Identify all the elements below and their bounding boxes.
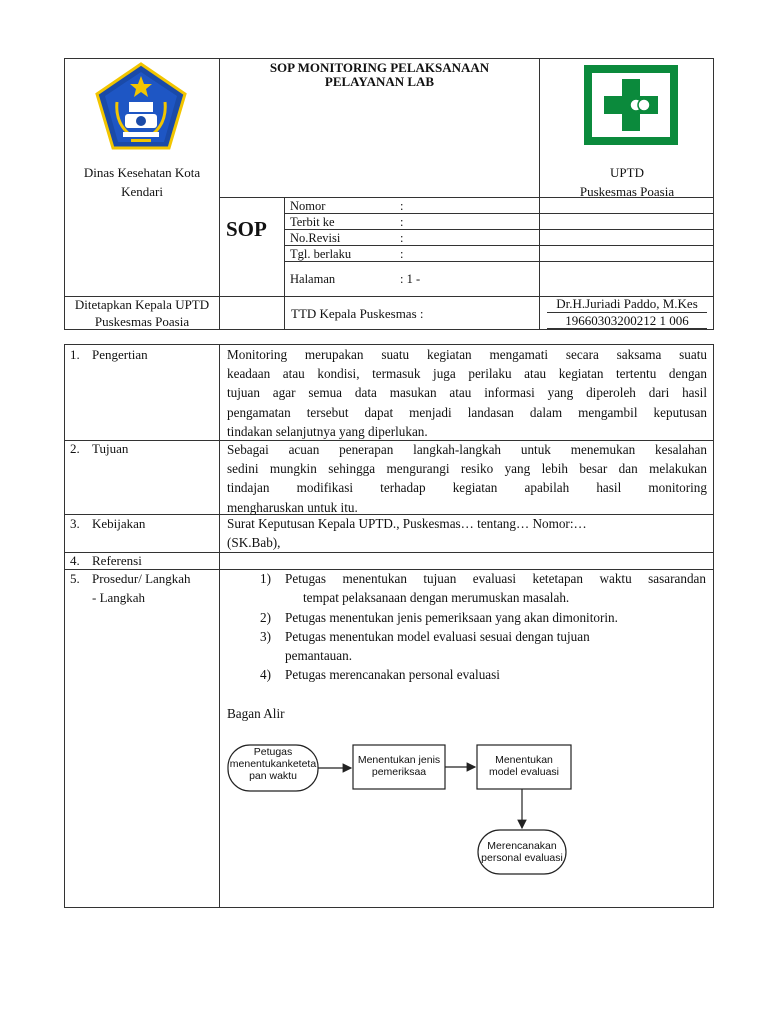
section-label-referensi: Referensi: [92, 553, 142, 568]
ditetapkan-line1: Ditetapkan Kepala UPTD: [74, 297, 210, 312]
section-num-tujuan: 2.: [70, 441, 80, 456]
section-label-prosedur-1: Prosedur/ Langkah: [92, 571, 191, 586]
pengertian-text: Monitoring merupakan suatu kegiatan mengamati secara saksama suatu keadaan atau kondisi, termasuk juga perilaku atau kegiatan tertentu dengan tujuan agar semua data masukan atau informasi yang diperoleh dari hasil pengamatan tersebut dapat menjadi landasan dalam mengambil keputusan tindakan selanjutnya yang diperlukan.: [227, 347, 707, 439]
meta-label-tgl: Tgl. berlaku: [290, 247, 352, 261]
kebijakan-line1: Surat Keputusan Kepala UPTD., Puskesmas… tentang… Nomor:…: [227, 516, 587, 531]
kendari-emblem-logo: [95, 62, 187, 150]
left-org-line2: Kendari: [121, 184, 163, 199]
flowchart-title: Bagan Alir: [227, 706, 285, 721]
meta-label-nomor: Nomor: [290, 199, 326, 213]
sop-label: SOP: [226, 217, 267, 241]
section-label-pengertian: Pengertian: [92, 347, 148, 362]
kebijakan-line2: (SK.Bab),: [227, 535, 281, 550]
meta-sep-tgl: :: [400, 247, 404, 261]
meta-sep-terbit: :: [400, 215, 404, 229]
right-org-line1: UPTD: [610, 165, 644, 180]
step-text-1a: Petugas menentukan tujuan evaluasi ketetapan waktu sasarandan: [285, 571, 706, 586]
meta-label-halaman: Halaman: [290, 272, 336, 286]
flow-node-2-text: Menentukan jenis pemeriksaa: [357, 754, 441, 778]
step-text-2: Petugas menentukan jenis pemeriksaan yang akan dimonitorin.: [285, 610, 618, 625]
section-label-kebijakan: Kebijakan: [92, 516, 146, 531]
flow-node-4-text: Merencanakan personal evaluasi: [481, 840, 563, 864]
step-num-2: 2): [260, 610, 271, 625]
ttd-label: TTD Kepala Puskesmas :: [291, 306, 424, 321]
meta-sep-revisi: :: [400, 231, 404, 245]
step-text-3a: Petugas menentukan model evaluasi sesuai dengan tujuan: [285, 629, 590, 644]
step-text-3b: pemantauan.: [285, 648, 353, 663]
section-num-referensi: 4.: [70, 553, 80, 568]
ditetapkan-line2: Puskesmas Poasia: [94, 314, 190, 329]
step-num-4: 4): [260, 667, 271, 682]
section-num-prosedur: 5.: [70, 571, 80, 586]
section-num-kebijakan: 3.: [70, 516, 80, 531]
document-title: SOP MONITORING PELAKSANAAN PELAYANAN LAB: [269, 60, 490, 89]
left-org-line1: Dinas Kesehatan Kota: [83, 165, 201, 180]
section-num-pengertian: 1.: [70, 347, 80, 362]
meta-label-revisi: No.Revisi: [290, 231, 341, 245]
meta-value-halaman: : 1 -: [400, 272, 421, 286]
section-label-prosedur-2: - Langkah: [92, 590, 146, 605]
signer-name: Dr.H.Juriadi Paddo, M.Kes: [556, 296, 698, 311]
puskesmas-cross-logo: [584, 65, 678, 145]
step-num-3: 3): [260, 629, 271, 644]
tujuan-text: Sebagai acuan penerapan langkah-langkah untuk menemukan kesalahan sedini mungkin sehingga mengurangi resiko yang lebih besar dan melakukan tindajan modifikasi terhadap kegiatan apabilah hasil monitoring mengharuskan untuk itu.: [227, 442, 707, 515]
signer-nip: 19660303200212 1 006: [565, 313, 689, 328]
right-org-line2: Puskesmas Poasia: [579, 184, 675, 199]
meta-sep-nomor: :: [400, 199, 404, 213]
step-text-1b: tempat pelaksanaan dengan merumuskan masalah.: [303, 590, 570, 605]
flow-node-3-text: Menentukan model evaluasi: [488, 754, 560, 778]
meta-label-terbit: Terbit ke: [290, 215, 335, 229]
step-num-1: 1): [260, 571, 271, 586]
section-label-tujuan: Tujuan: [92, 441, 129, 456]
step-text-4: Petugas merencanakan personal evaluasi: [285, 667, 500, 682]
flow-node-1-text: Petugas menentukanketeta pan waktu: [229, 746, 317, 782]
